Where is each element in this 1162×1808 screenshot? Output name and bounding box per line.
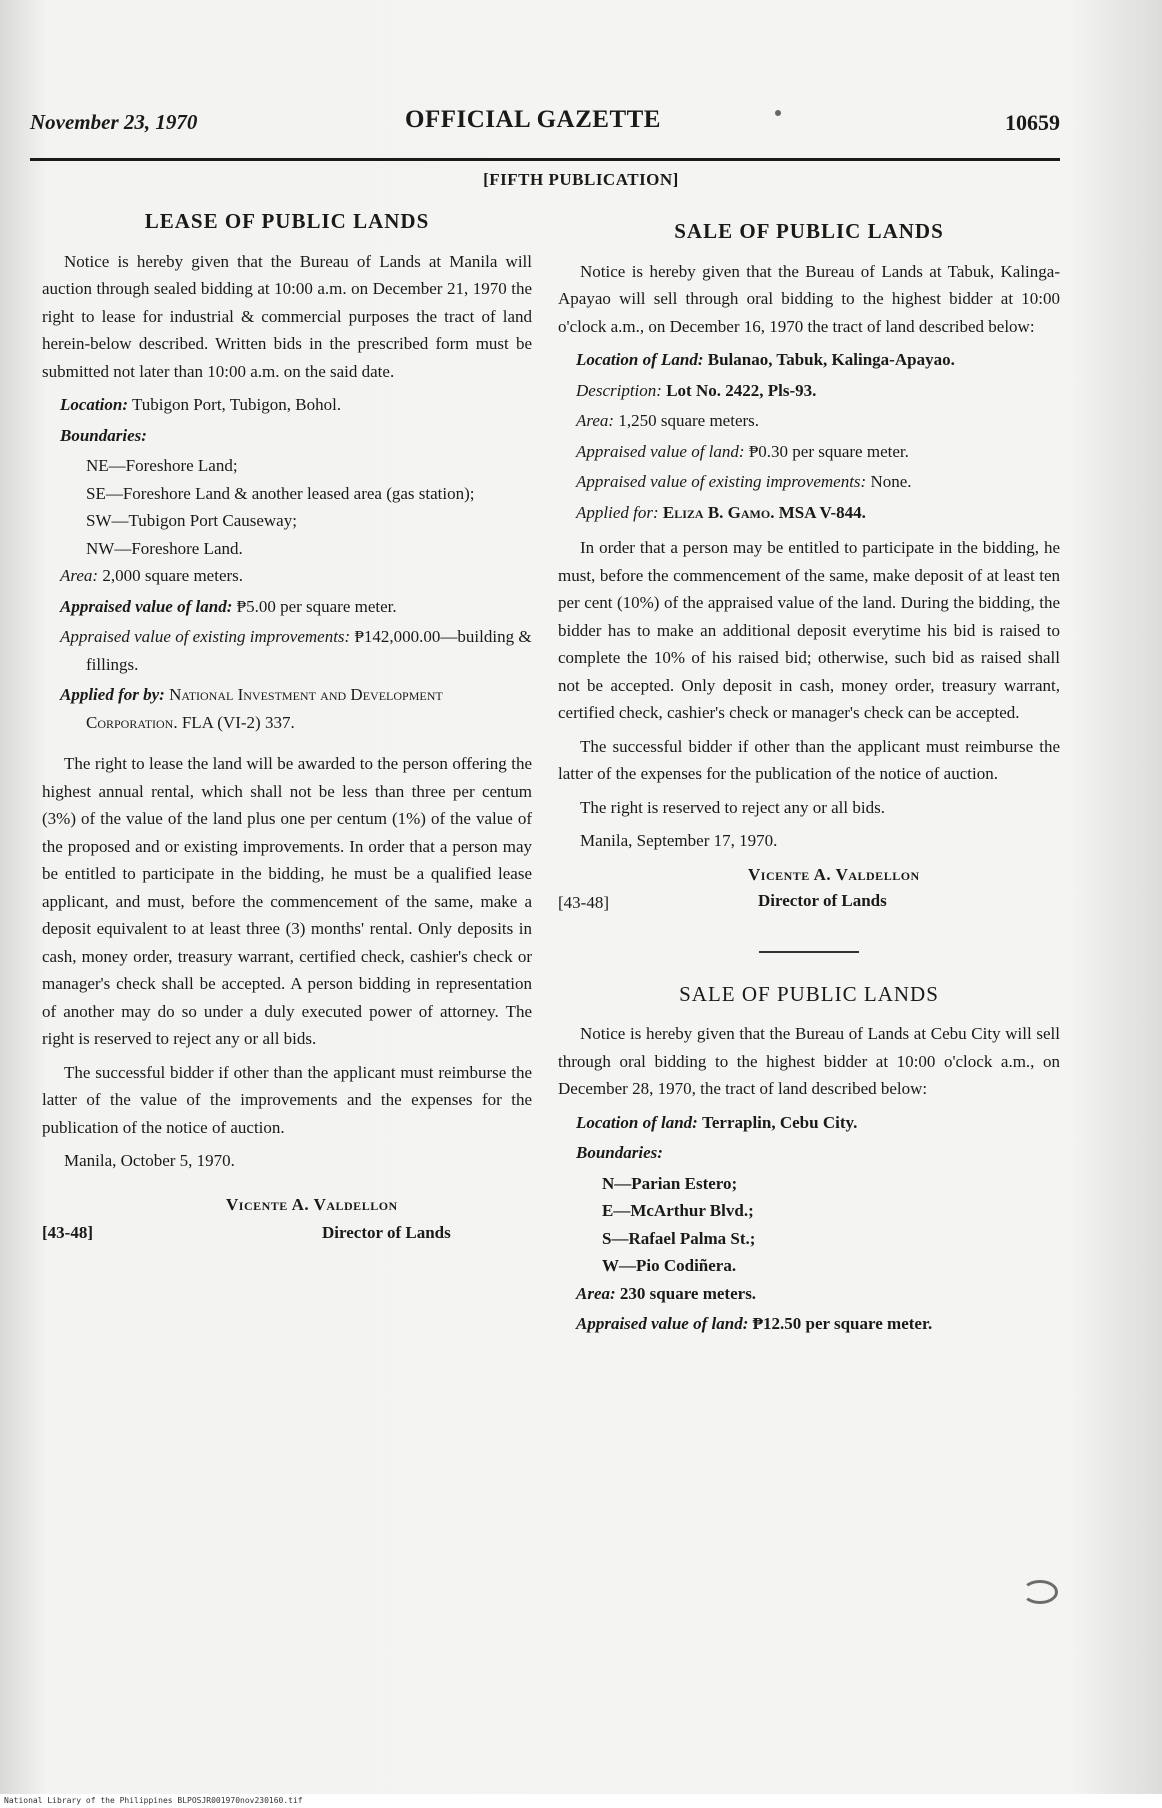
sale1-applied-for: Applied for: Eliza B. Gamo. MSA V-844.	[576, 502, 866, 522]
sale-notices	[558, 218, 1060, 1341]
lease-heading: LEASE OF PUBLIC LANDS	[144, 209, 430, 233]
sale2-boundary: W—Pio Codiñera.	[602, 1256, 737, 1275]
signatory-name: Vicente A. Valdellon	[226, 1194, 398, 1214]
publication-title: OFFICIAL GAZETTE	[405, 106, 661, 133]
lease-appraised-land: Appraised value of land: ₱5.00 per square meter.	[60, 596, 397, 616]
lease-area: Area: 2,000 square meters.	[60, 566, 244, 585]
lease-body-1: The right to lease the land will be awarded to the person offering the highest annual rental, which shall not be less than three per centum (3%) of the value of the land plus one per centum (1%) of the value of the proposed and or existing improvements. In order that a person may be entitled to participate in the bidding, he must be a qualified lease applicant, and must, before the commencement of the same, make a deposit equivalent to at least three (3) months' rental. Only deposits in cash, money order, treasury warrant, certified check, cashier's check or manager's check shall be accepted. A person bidding in representation of another may do so under a duly executed power of attorney. The right is reserved to reject any or all bids.	[42, 754, 532, 1048]
sale-intro-2: Notice is hereby given that the Bureau of Lands at Cebu City will sell through oral bidding to the highest bidder at 10:00 o'clock a.m., on December 28, 1970, the tract of land described below:	[558, 1024, 1060, 1098]
sale1-signature	[558, 861, 1060, 925]
lease-appraised-improvements: Appraised value of existing improvements: ₱142,000.00—building & fillings.	[60, 627, 532, 674]
lease-boundary: NE—Foreshore Land;	[86, 456, 238, 475]
lease-location: Location: Tubigon Port, Tubigon, Bohol.	[60, 395, 342, 414]
lease-signature	[42, 1189, 532, 1253]
sale-intro-1: Notice is hereby given that the Bureau of Lands at Tabuk, Kalinga-Apayao will sell through oral bidding to the highest bidder at 10:00 o'clock a.m., on December 16, 1970 the tract of land described below:	[558, 261, 1060, 336]
sale2-location: Location of land: Terraplin, Cebu City.	[576, 1112, 858, 1132]
sale2-area: Area: 230 square meters.	[576, 1283, 757, 1303]
header-rule	[30, 158, 1060, 161]
sale-heading-1: SALE OF PUBLIC LANDS	[674, 219, 944, 243]
lease-notice	[42, 208, 532, 1253]
sale1-area: Area: 1,250 square meters.	[576, 411, 760, 430]
sale2-boundary: N—Parian Estero;	[602, 1173, 738, 1193]
reference-number: [43-48]	[42, 1222, 93, 1242]
issue-date: November 23, 1970	[30, 110, 198, 134]
lease-applied-for: Applied for by: National Investment and Development Corporation. FLA (VI-2) 337.	[60, 685, 443, 732]
lease-intro: Notice is hereby given that the Bureau of Lands at Manila will auction through sealed bidding at 10:00 a.m. on December 21, 1970 the right to lease for industrial & commercial purposes the tract of land herein-below described. Written bids in the prescribed form must be submitted not later than 10:00 a.m. on the said date.	[42, 251, 532, 381]
sale2-boundary: E—McArthur Blvd.;	[602, 1201, 754, 1220]
scan-footer: National Library of the Philippines BLPOSJR001970nov230160.tif	[0, 1794, 1162, 1808]
sale-heading-2: SALE OF PUBLIC LANDS	[679, 981, 939, 1006]
lease-boundaries-label: Boundaries:	[60, 425, 147, 445]
page-header	[30, 102, 1060, 152]
page-number: 10659	[1005, 110, 1060, 135]
sale2-boundary: S—Rafael Palma St.;	[602, 1228, 756, 1248]
section-divider	[759, 951, 859, 953]
sale1-description: Description: Lot No. 2422, Pls-93.	[576, 380, 817, 400]
sale2-appraised-land: Appraised value of land: ₱12.50 per square meter.	[576, 1314, 933, 1333]
sale1-appraised-land: Appraised value of land: ₱0.30 per square meter.	[576, 441, 909, 461]
sale1-body-1: In order that a person may be entitled to participate in the bidding, he must, before the commencement of the same, make deposit of at least ten per cent (10%) of the appraised value of the land. During the bidding, the bidder has to make an additional deposit everytime his bid is raised to complete the 10% of his raised bid; otherwise, such bid as raised shall not be accepted. Only deposit in cash, money order, treasury warrant, certified check, cashier's check or manager's check can be accepted.	[558, 538, 1060, 722]
sale1-place-date: Manila, September 17, 1970.	[580, 831, 778, 850]
signatory-name: Vicente A. Valdellon	[748, 864, 920, 884]
publication-label: [FIFTH PUBLICATION]	[483, 170, 679, 189]
lease-body-2: The successful bidder if other than the applicant must reimburse the latter of the value of the improvements and the expenses for the publication of the notice of auction.	[42, 1062, 532, 1137]
sale1-location: Location of Land: Bulanao, Tabuk, Kalinga-Apayao.	[576, 350, 955, 369]
reference-number: [43-48]	[558, 892, 609, 912]
lease-boundary: NW—Foreshore Land.	[86, 538, 243, 558]
sale2-boundaries-label: Boundaries:	[576, 1143, 663, 1162]
signatory-title: Director of Lands	[322, 1222, 451, 1242]
lease-place-date: Manila, October 5, 1970.	[64, 1151, 235, 1170]
sale1-body-2: The successful bidder if other than the applicant must reimburse the latter of the expenses for the publication of the notice of auction.	[558, 736, 1060, 783]
signatory-title: Director of Lands	[758, 890, 887, 910]
lease-boundary: SE—Foreshore Land & another leased area (gas station);	[86, 483, 475, 503]
sale1-appraised-improvements: Appraised value of existing improvements: None.	[576, 472, 912, 491]
sale1-body-3: The right is reserved to reject any or all bids.	[580, 797, 885, 817]
page-smudge	[1022, 1580, 1058, 1604]
lease-boundary: SW—Tubigon Port Causeway;	[86, 511, 297, 530]
